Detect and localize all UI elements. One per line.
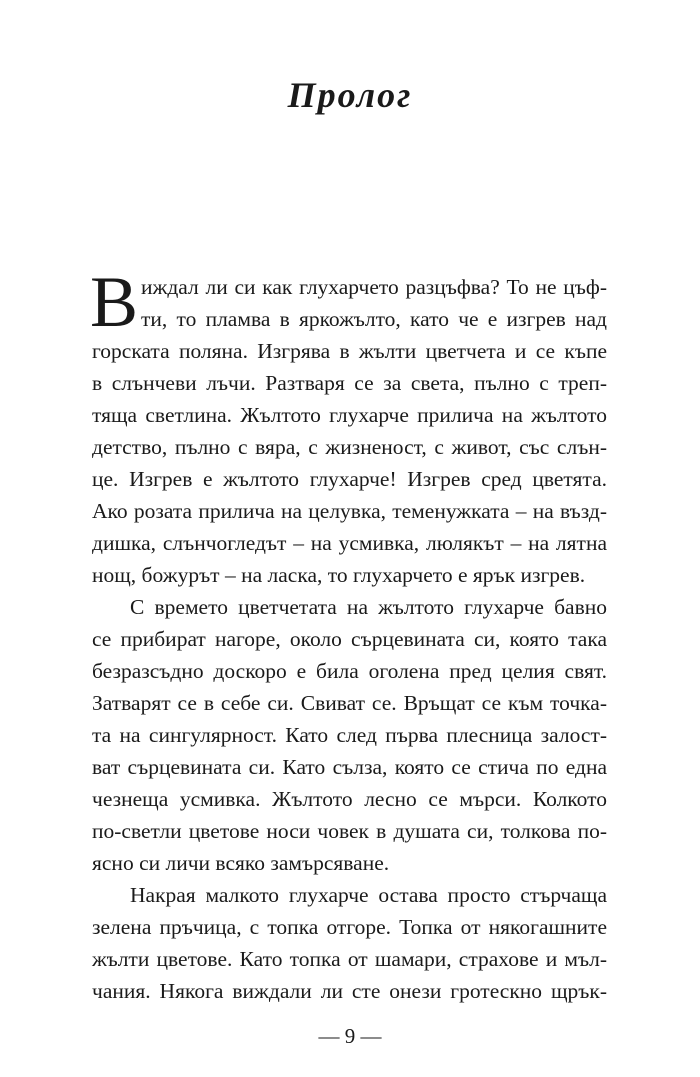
chapter-title: Пролог (287, 75, 413, 115)
text-line: в слънчеви лъчи. Разтваря се за света, пълно с треп- (92, 371, 607, 395)
text-line: це. Изгрев е жълтото глухарче! Изгрев сред цветята. (92, 467, 607, 491)
text-line: ват сърцевината си. Като сълза, която се стича по една (92, 755, 607, 779)
text-line: детство, пълно с вяра, с жизненост, с живот, със слън- (92, 435, 607, 459)
text-line: тяща светлина. Жълтото глухарче прилича на жълтото (92, 403, 607, 427)
text-line: горската поляна. Изгрява в жълти цветчета и се къпе (92, 339, 607, 363)
text-line: по-светли цветове носи човек в душата си, толкова по- (92, 819, 607, 843)
text-line: дишка, слънчогледът – на усмивка, люлякът – на лятна (92, 531, 607, 555)
text-line: чезнеща усмивка. Жълтото лесно се мърси. Колкото (92, 787, 607, 811)
text-line: жълти цветове. Като топка от шамари, страхове и мъл- (92, 947, 607, 971)
text-line: безразсъдно доскоро е била оголена пред целия свят. (92, 659, 607, 683)
drop-cap: В (90, 262, 139, 342)
text-line: Ако розата прилича на целувка, теменужката – на възд- (92, 499, 607, 523)
text-line: ти, то пламва в яркожълто, като че е изгрев над (141, 307, 607, 331)
text-line: иждал ли си как глухарчето разцъфва? То не цъф- (141, 275, 607, 299)
text-line: С времето цветчетата на жълтото глухарче бавно (130, 595, 607, 619)
text-line: Накрая малкото глухарче остава просто стърчаща (130, 883, 607, 907)
text-line: ясно си личи всяко замърсяване. (92, 851, 390, 875)
text-line: нощ, божурът – на ласка, то глухарчето е ярък изгрев. (92, 563, 586, 587)
text-line: та на сингулярност. Като след първа плесница залост- (92, 723, 607, 747)
text-line: се прибират нагоре, около сърцевината си, която така (92, 627, 607, 651)
page-number: — 9 — (318, 1024, 382, 1048)
text-line: чания. Някога виждали ли сте онези гротескно щрък- (92, 979, 607, 1003)
text-line: Затварят се в себе си. Свиват се. Връщат се към точка- (92, 691, 607, 715)
text-line: зелена пръчица, с топка отгоре. Топка от някогашните (92, 915, 607, 939)
